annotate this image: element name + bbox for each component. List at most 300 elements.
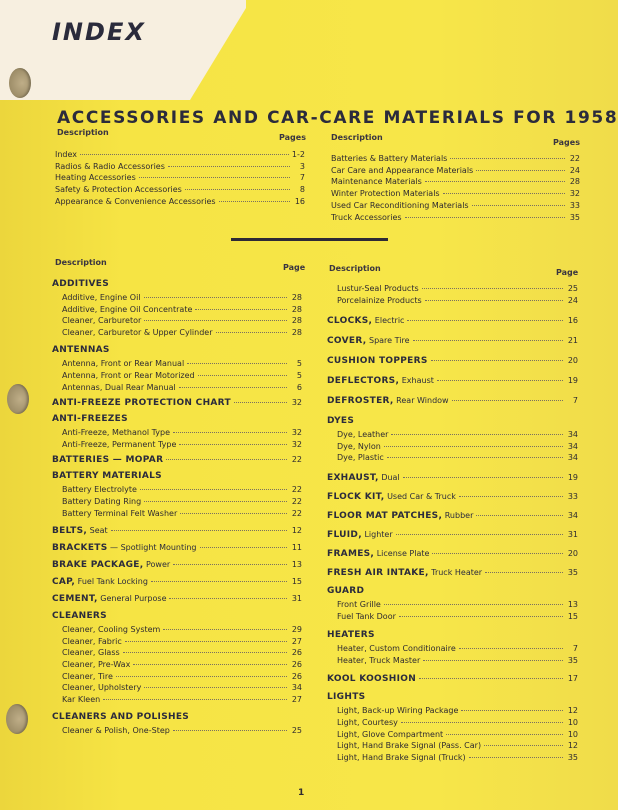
index-left-page-header: Page: [283, 263, 306, 272]
group-heading: [52, 594, 166, 604]
entry-page: 25: [567, 284, 578, 293]
group-heading: [52, 560, 170, 570]
heading-subtext: General Purpose: [97, 594, 167, 604]
dot-leader: [80, 154, 289, 155]
index-group: [52, 279, 302, 338]
divider: [231, 238, 388, 241]
index-entry: [52, 455, 302, 465]
dot-leader: [173, 432, 287, 433]
entry-label: Light, Glove Compartment: [337, 729, 444, 739]
entry-label: Maintenance Materials: [331, 177, 422, 187]
dot-leader: [450, 158, 565, 159]
index-entry: [327, 674, 578, 684]
entry-label: Cleaner, Carburetor: [62, 316, 142, 326]
entry-page: 15: [291, 577, 302, 587]
dot-leader: [401, 722, 563, 723]
index-entry: [52, 427, 302, 439]
index-group: [327, 511, 578, 521]
group-heading: ADDITIVES: [52, 279, 110, 289]
entry-label: Cleaner, Pre-Wax: [62, 659, 131, 669]
dot-leader: [413, 340, 563, 341]
group-heading: [327, 336, 410, 346]
index-entry: [327, 396, 578, 406]
entry-page: 13: [567, 599, 578, 609]
index-entry: [52, 594, 302, 604]
entry-page: 19: [567, 376, 578, 386]
dot-leader: [431, 360, 563, 361]
entry-page: 11: [291, 543, 302, 553]
index-entry: [327, 568, 578, 578]
entry-label: Appearance & Convenience Accessories: [55, 196, 216, 206]
index-entry: [327, 452, 578, 464]
entry-label: Kar Kleen: [62, 694, 101, 704]
dot-leader: [461, 710, 563, 711]
index-group: [52, 543, 302, 553]
entry-label: Light, Hand Brake Signal (Pass. Car): [337, 741, 482, 751]
dot-leader: [432, 553, 563, 554]
index-entry: [327, 740, 578, 752]
entry-label: Index: [55, 150, 78, 159]
entry-page: 22: [291, 455, 302, 465]
group-heading: ANTI-FREEZES: [52, 414, 128, 425]
dot-leader: [144, 320, 287, 321]
index-entry: [52, 647, 302, 659]
heading-text: DEFROSTER,: [327, 396, 394, 407]
entry-label: Cleaner, Glass: [62, 648, 120, 658]
dot-leader: [422, 288, 563, 289]
index-entry: [327, 356, 578, 366]
heading-text: CUSHION TOPPERS: [327, 356, 428, 367]
heading-text: CEMENT,: [52, 594, 98, 605]
group-heading: [52, 577, 148, 587]
index-entry: [327, 492, 578, 502]
entry-page: 5: [296, 359, 302, 369]
dot-leader: [151, 581, 287, 582]
dot-leader: [139, 177, 290, 178]
entry-page: 19: [567, 472, 578, 482]
dot-leader: [443, 193, 565, 194]
heading-text: BATTERIES — MOPAR: [52, 455, 164, 466]
index-entry: [327, 729, 578, 741]
group-heading: [52, 526, 108, 536]
index-entry: [52, 577, 302, 587]
entry-page: 20: [567, 548, 578, 558]
entry-page: 7: [572, 644, 578, 654]
index-group: [52, 560, 302, 570]
dot-leader: [425, 181, 565, 182]
group-heading: BATTERY MATERIALS: [52, 471, 162, 482]
entry-page: 35: [567, 567, 578, 577]
entry-label: Battery Dating Ring: [62, 496, 142, 506]
index-entry: [52, 398, 302, 408]
index-left-description-header: Description: [55, 258, 107, 267]
entry-page: 10: [567, 717, 578, 727]
entry-label: Anti-Freeze, Methanol Type: [62, 428, 171, 438]
index-group: [327, 549, 578, 559]
dot-leader: [166, 459, 287, 460]
dot-leader: [384, 446, 563, 447]
index-group: [327, 674, 578, 684]
dot-leader: [125, 641, 287, 642]
dot-leader: [437, 380, 563, 381]
index-entry: [52, 315, 302, 327]
entry-page: 34: [567, 441, 578, 451]
heading-text: FLUID,: [327, 529, 362, 540]
index-entry: [52, 304, 302, 316]
entry-page: 16: [294, 196, 305, 206]
index-entry: [327, 599, 578, 611]
entry-page: 21: [567, 336, 578, 346]
group-heading: [327, 492, 456, 502]
heading-subtext: Exhaust: [399, 376, 434, 386]
heading-text: FLOCK KIT,: [327, 491, 385, 502]
dot-leader: [103, 699, 287, 700]
page-number: 1: [298, 788, 305, 798]
heading-text: ANTI-FREEZE PROTECTION CHART: [52, 398, 231, 409]
group-heading: [327, 316, 404, 326]
entry-label: Battery Terminal Felt Washer: [62, 508, 178, 518]
heading-text: BRAKE PACKAGE,: [52, 560, 144, 571]
dot-leader: [384, 604, 563, 605]
heading-subtext: Power: [143, 560, 171, 570]
entry-page: 32: [569, 189, 580, 199]
index-group: [52, 398, 302, 408]
entry-page: 8: [299, 185, 305, 195]
entry-page: 34: [291, 683, 302, 693]
entry-page: 22: [291, 508, 302, 518]
index-entry: [331, 165, 580, 177]
heading-text: CAP,: [52, 577, 76, 588]
page-title: INDEX: [52, 18, 146, 46]
dot-leader: [169, 598, 287, 599]
index-right-column: [327, 276, 578, 763]
dot-leader: [173, 564, 287, 565]
index-entry: [331, 153, 580, 165]
dot-leader: [459, 648, 563, 649]
index-entry: [52, 358, 302, 370]
group-heading: [327, 549, 429, 559]
entry-page: 13: [291, 560, 302, 570]
heading-subtext: Electric: [372, 316, 405, 326]
dot-leader: [446, 734, 563, 735]
entry-page: 6: [296, 382, 302, 392]
entry-label: Antenna, Front or Rear Manual: [62, 359, 185, 369]
entry-page: 1-2: [291, 150, 305, 159]
entry-label: Lustur-Seal Products: [337, 284, 419, 293]
index-entry: [52, 484, 302, 496]
entry-page: 34: [567, 430, 578, 440]
dot-leader: [133, 664, 287, 665]
index-entry: [52, 327, 302, 339]
entry-page: 28: [291, 293, 302, 302]
entry-page: 33: [567, 491, 578, 501]
group-heading: ANTENNAS: [52, 345, 110, 356]
index-group: [52, 611, 302, 705]
heading-subtext: Lighter: [361, 529, 393, 539]
dot-leader: [396, 534, 563, 535]
entry-page: 28: [291, 327, 302, 337]
index-group: [327, 568, 578, 578]
entry-label: Fuel Tank Door: [337, 611, 396, 621]
entry-label: Additive, Engine Oil: [62, 293, 141, 302]
index-entry: [52, 526, 302, 536]
heading-subtext: Rubber: [442, 510, 474, 520]
index-group: [52, 471, 302, 519]
index-entry: [327, 429, 578, 441]
index-group: [327, 356, 578, 366]
entry-page: 22: [291, 485, 302, 495]
index-entry: [331, 200, 580, 212]
dot-leader: [180, 513, 287, 514]
heading-text: CLOCKS,: [327, 316, 373, 327]
toc-right-pages-header: Pages: [553, 138, 580, 147]
group-heading: CLEANERS: [52, 611, 107, 622]
index-entry: [327, 705, 578, 717]
entry-page: 35: [567, 752, 578, 762]
index-entry: [52, 508, 302, 520]
dot-leader: [123, 652, 287, 653]
entry-label: Cleaner, Fabric: [62, 636, 122, 646]
index-entry: [55, 196, 305, 208]
dot-leader: [423, 660, 563, 661]
entry-page: 12: [567, 706, 578, 716]
group-heading: [327, 530, 393, 540]
entry-page: 12: [291, 526, 302, 536]
index-entry: [55, 149, 305, 161]
group-heading: [327, 376, 434, 386]
heading-subtext: Used Car & Truck: [384, 491, 456, 501]
index-entry: [327, 441, 578, 453]
binder-hole-icon: [9, 68, 31, 98]
index-entry: [327, 655, 578, 667]
index-entry: [327, 717, 578, 729]
index-group: [52, 594, 302, 604]
heading-text: COVER,: [327, 336, 367, 347]
dot-leader: [168, 166, 290, 167]
index-entry: [52, 671, 302, 683]
group-heading: [327, 356, 428, 366]
index-tab: [0, 0, 250, 101]
index-entry: [52, 694, 302, 706]
index-entry: [327, 643, 578, 655]
entry-page: 7: [572, 396, 578, 406]
entry-label: Cleaner, Carburetor & Upper Cylinder: [62, 327, 213, 337]
entry-label: Dye, Leather: [337, 430, 389, 440]
index-group: [52, 455, 302, 465]
entry-label: Anti-Freeze, Permanent Type: [62, 439, 177, 449]
entry-page: 25: [291, 726, 302, 736]
entry-label: Car Care and Appearance Materials: [331, 165, 474, 175]
index-entry: [331, 176, 580, 188]
entry-page: 27: [291, 636, 302, 646]
heading-text: BELTS,: [52, 526, 88, 537]
index-entry: [327, 316, 578, 326]
index-entry: [52, 382, 302, 394]
index-entry: [55, 172, 305, 184]
entry-label: Antenna, Front or Rear Motorized: [62, 370, 195, 380]
binder-hole-icon: [6, 704, 28, 734]
index-entry: [52, 496, 302, 508]
index-group: [327, 416, 578, 464]
entry-label: Cleaner & Polish, One-Step: [62, 726, 170, 736]
index-group: [327, 586, 578, 622]
heading-subtext: License Plate: [374, 548, 430, 558]
index-group: [52, 712, 302, 737]
entry-label: Antennas, Dual Rear Manual: [62, 382, 176, 392]
entry-label: Cleaner, Tire: [62, 671, 113, 681]
entry-label: Light, Hand Brake Signal (Truck): [337, 752, 466, 762]
toc-left-list: [55, 149, 305, 208]
dot-leader: [198, 375, 287, 376]
group-heading: DYES: [327, 416, 355, 427]
index-entry: [327, 283, 578, 295]
dot-leader: [144, 687, 287, 688]
dot-leader: [485, 572, 563, 573]
index-group: [327, 473, 578, 483]
index-entry: [52, 624, 302, 636]
entry-page: 29: [291, 625, 302, 635]
entry-page: 33: [569, 200, 580, 210]
index-entry: [52, 439, 302, 451]
index-group: [327, 336, 578, 346]
heading-text: FRESH AIR INTAKE,: [327, 567, 429, 578]
toc-right-list: [331, 153, 580, 223]
index-entry: [327, 336, 578, 346]
entry-page: 26: [291, 671, 302, 681]
heading-text: FLOOR MAT PATCHES,: [327, 510, 443, 521]
entry-page: 35: [569, 212, 580, 222]
entry-page: 28: [569, 177, 580, 187]
dot-leader: [216, 332, 288, 333]
index-entry: [331, 188, 580, 200]
group-heading: [327, 674, 416, 684]
entry-label: Truck Accessories: [331, 212, 402, 222]
group-heading: [52, 543, 197, 553]
index-group: [327, 396, 578, 406]
heading-subtext: Rear Window: [393, 396, 449, 406]
heading-subtext: — Spotlight Mounting: [107, 543, 197, 553]
entry-label: Safety & Protection Accessories: [55, 185, 182, 195]
entry-label: Light, Courtesy: [337, 717, 398, 727]
entry-page: 28: [291, 304, 302, 314]
group-heading: CLEANERS AND POLISHES: [52, 712, 190, 723]
index-group: [327, 316, 578, 326]
entry-page: 7: [299, 173, 305, 183]
index-entry: [327, 611, 578, 623]
index-group: [52, 526, 302, 536]
dot-leader: [472, 205, 565, 206]
entry-label: Porcelainize Products: [337, 295, 422, 305]
dot-leader: [391, 434, 563, 435]
index-entry: [327, 511, 578, 521]
dot-leader: [179, 444, 287, 445]
dot-leader: [425, 300, 563, 301]
dot-leader: [452, 400, 563, 401]
index-group: [327, 692, 578, 763]
entry-label: Additive, Engine Oil Concentrate: [62, 304, 193, 314]
dot-leader: [476, 515, 563, 516]
dot-leader: [163, 629, 287, 630]
index-right-page-header: Page: [556, 268, 579, 277]
group-heading: [327, 473, 400, 483]
dot-leader: [116, 676, 287, 677]
entry-page: 32: [291, 428, 302, 438]
entry-label: Radios & Radio Accessories: [55, 161, 165, 171]
dot-leader: [399, 616, 563, 617]
dot-leader: [419, 678, 563, 679]
binder-hole-icon: [7, 384, 29, 414]
index-entry: [52, 659, 302, 671]
dot-leader: [476, 170, 565, 171]
group-heading: [327, 511, 473, 521]
index-right-description-header: Description: [329, 264, 381, 273]
heading-subtext: Spare Tire: [366, 336, 410, 346]
entry-page: 3: [299, 161, 305, 171]
toc-right-description-header: Description: [331, 133, 383, 142]
entry-page: 28: [291, 316, 302, 326]
entry-page: 24: [569, 165, 580, 175]
entry-page: 12: [567, 741, 578, 751]
heading-subtext: Seat: [87, 526, 108, 536]
entry-page: 20: [567, 356, 578, 366]
dot-leader: [140, 489, 287, 490]
heading-subtext: Dual: [378, 472, 400, 482]
index-entry: [327, 530, 578, 540]
dot-leader: [144, 297, 287, 298]
dot-leader: [173, 730, 287, 731]
group-heading: LIGHTS: [327, 692, 366, 703]
group-heading: [327, 396, 449, 406]
entry-label: Front Grille: [337, 599, 381, 609]
index-group: [327, 492, 578, 502]
heading-text: BRACKETS: [52, 543, 108, 554]
index-left-column: [52, 272, 302, 737]
dot-leader: [200, 547, 287, 548]
entry-page: 17: [567, 674, 578, 684]
heading-subtext: Fuel Tank Locking: [75, 577, 148, 587]
dot-leader: [144, 501, 287, 502]
dot-leader: [111, 530, 287, 531]
index-group: [327, 376, 578, 386]
entry-page: 32: [291, 439, 302, 449]
index-entry: [52, 560, 302, 570]
entry-page: 26: [291, 648, 302, 658]
entry-label: Batteries & Battery Materials: [331, 154, 448, 163]
index-entry: [55, 184, 305, 196]
entry-page: 27: [291, 694, 302, 704]
entry-label: Heating Accessories: [55, 173, 136, 183]
group-heading: [327, 568, 482, 578]
entry-page: 16: [567, 316, 578, 326]
entry-page: 10: [567, 729, 578, 739]
entry-label: Cleaner, Cooling System: [62, 625, 161, 635]
entry-page: 35: [567, 655, 578, 665]
index-entry: [327, 295, 578, 307]
index-group: [327, 530, 578, 540]
index-entry: [327, 549, 578, 559]
heading-text: FRAMES,: [327, 548, 375, 559]
index-entry: [331, 212, 580, 224]
index-group: [52, 345, 302, 393]
dot-leader: [407, 320, 563, 321]
heading-subtext: Truck Heater: [428, 567, 483, 577]
index-entry: [52, 636, 302, 648]
entry-page: 34: [567, 510, 578, 520]
dot-leader: [195, 309, 287, 310]
entry-label: Light, Back-up Wiring Package: [337, 706, 459, 716]
entry-label: Winter Protection Materials: [331, 189, 440, 199]
entry-page: 15: [567, 611, 578, 621]
